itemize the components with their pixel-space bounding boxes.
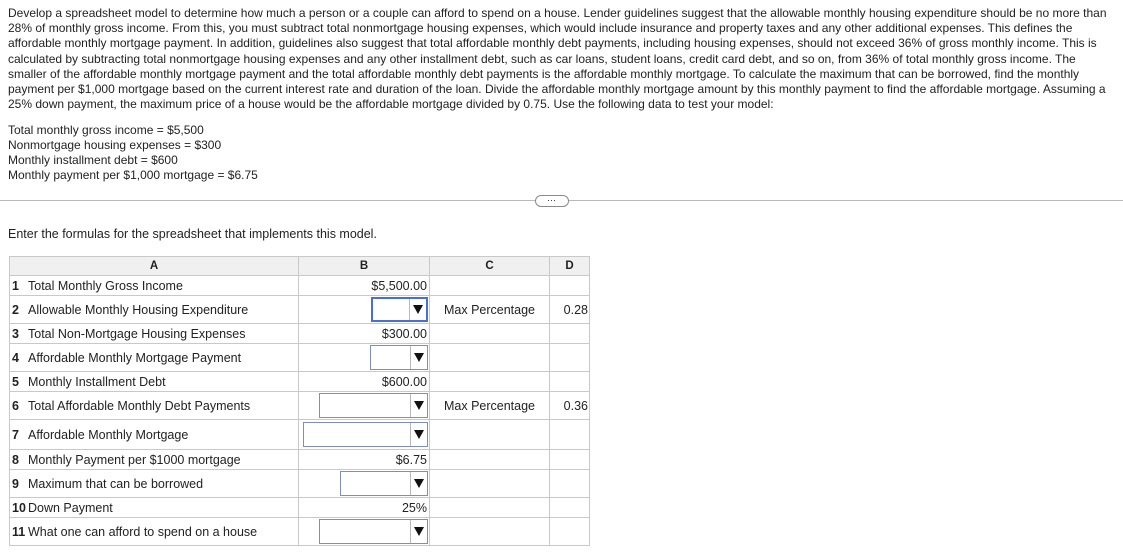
table-row bbox=[10, 276, 590, 296]
cell-c9 bbox=[430, 470, 550, 498]
row-number: 2 bbox=[12, 302, 19, 317]
formula-dropdown-b9[interactable] bbox=[340, 471, 428, 496]
column-header-b: B bbox=[299, 257, 430, 276]
formula-dropdown-b7[interactable] bbox=[303, 422, 428, 447]
cell-d10 bbox=[550, 498, 590, 518]
row-label: Total Affordable Monthly Debt Payments bbox=[28, 398, 251, 413]
row-label: Affordable Monthly Mortgage bbox=[28, 427, 189, 442]
cell-b1: $5,500.00 bbox=[299, 276, 430, 296]
expand-more-button[interactable]: ⋯ bbox=[535, 195, 569, 207]
row-label: Affordable Monthly Mortgage Payment bbox=[28, 350, 242, 365]
column-header-row bbox=[10, 257, 590, 276]
cell-a6 bbox=[10, 392, 299, 420]
cell-c7 bbox=[430, 420, 550, 450]
row-number: 1 bbox=[12, 278, 19, 293]
problem-statement: Develop a spreadsheet model to determine how much a person or a couple can afford to spend on a house. Lender guidelines suggest that the allowable monthly housing expenditure should be no more than 28% of monthly gross income. From this, you must subtract total nonmortgage housing expenses, which would include insurance and property taxes and any other additional expenses. This defines the affordable monthly mortgage payment. In addition, guidelines also suggest that total affordable monthly debt payments, including housing expenses, should not exceed 36% of gross monthly income. This is calculated by subtracting total nonmortgage housing expenses and any other installment debt, such as car loans, student loans, credit card debt, and so on, from 36% of total monthly gross income. The smaller of the affordable monthly mortgage payment and the total affordable monthly debt payments is the affordable monthly mortgage. To calculate the maximum that can be borrowed, find the monthly payment per $1,000 mortgage based on the current interest rate and duration of the loan. Divide the affordable monthly mortgage amount by this monthly payment to find the affordable mortgage. Assuming a 25% down payment, the maximum price of a house would be the affordable mortgage divided by 0.75. Use the following data to test your model: bbox=[8, 6, 1107, 112]
cell-b10: 25% bbox=[299, 498, 430, 518]
cell-d5 bbox=[550, 372, 590, 392]
cell-c10 bbox=[430, 498, 550, 518]
row-number: 3 bbox=[12, 326, 19, 341]
cell-b5: $600.00 bbox=[299, 372, 430, 392]
column-header-a: A bbox=[10, 257, 299, 276]
cell-a11 bbox=[10, 518, 299, 546]
table-row bbox=[10, 372, 590, 392]
chevron-down-icon bbox=[414, 353, 424, 362]
given-payment-per-1000: Monthly payment per $1,000 mortgage = $6.75 bbox=[8, 168, 258, 182]
row-number: 8 bbox=[12, 452, 19, 467]
cell-a2 bbox=[10, 296, 299, 324]
cell-c1 bbox=[430, 276, 550, 296]
cell-b3: $300.00 bbox=[299, 324, 430, 344]
row-label: Maximum that can be borrowed bbox=[28, 476, 204, 491]
chevron-down-icon bbox=[414, 479, 424, 488]
row-label: Allowable Monthly Housing Expenditure bbox=[28, 302, 249, 317]
table-row bbox=[10, 470, 590, 498]
formula-dropdown-b2[interactable] bbox=[371, 297, 428, 322]
row-number: 7 bbox=[12, 427, 19, 442]
table-row bbox=[10, 324, 590, 344]
chevron-down-icon bbox=[414, 401, 424, 410]
table-row bbox=[10, 518, 590, 546]
cell-c3 bbox=[430, 324, 550, 344]
cell-c5 bbox=[430, 372, 550, 392]
formula-dropdown-b6[interactable] bbox=[319, 393, 428, 418]
cell-d8 bbox=[550, 450, 590, 470]
chevron-down-icon bbox=[413, 305, 423, 314]
table-row bbox=[10, 498, 590, 518]
table-row bbox=[10, 344, 590, 372]
row-label: Total Non-Mortgage Housing Expenses bbox=[28, 326, 246, 341]
cell-d9 bbox=[550, 470, 590, 498]
table-row bbox=[10, 450, 590, 470]
cell-c6: Max Percentage bbox=[430, 392, 550, 420]
cell-a8 bbox=[10, 450, 299, 470]
row-label: Down Payment bbox=[28, 500, 113, 515]
cell-d4 bbox=[550, 344, 590, 372]
cell-b11 bbox=[299, 518, 430, 546]
cell-a9 bbox=[10, 470, 299, 498]
formula-dropdown-b11[interactable] bbox=[319, 519, 428, 544]
cell-c2: Max Percentage bbox=[430, 296, 550, 324]
row-label: What one can afford to spend on a house bbox=[28, 524, 258, 539]
table-row bbox=[10, 420, 590, 450]
cell-b8: $6.75 bbox=[299, 450, 430, 470]
row-label: Monthly Payment per $1000 mortgage bbox=[28, 452, 241, 467]
cell-d3 bbox=[550, 324, 590, 344]
cell-d7 bbox=[550, 420, 590, 450]
table-row bbox=[10, 296, 590, 324]
cell-c8 bbox=[430, 450, 550, 470]
row-label: Total Monthly Gross Income bbox=[28, 278, 183, 293]
row-number: 4 bbox=[12, 350, 19, 365]
row-number: 11 bbox=[12, 524, 26, 539]
cell-b4 bbox=[299, 344, 430, 372]
cell-b7 bbox=[299, 420, 430, 450]
cell-a7 bbox=[10, 420, 299, 450]
formula-dropdown-b4[interactable] bbox=[370, 345, 428, 370]
row-number: 9 bbox=[12, 476, 19, 491]
column-header-c: C bbox=[430, 257, 550, 276]
instruction-text: Enter the formulas for the spreadsheet that implements this model. bbox=[8, 227, 377, 241]
row-number: 6 bbox=[12, 398, 19, 413]
column-header-d: D bbox=[550, 257, 590, 276]
chevron-down-icon bbox=[414, 430, 424, 439]
cell-d2: 0.28 bbox=[550, 296, 590, 324]
cell-a5 bbox=[10, 372, 299, 392]
row-label: Monthly Installment Debt bbox=[28, 374, 166, 389]
row-number: 5 bbox=[12, 374, 19, 389]
cell-b6 bbox=[299, 392, 430, 420]
chevron-down-icon bbox=[414, 527, 424, 536]
spreadsheet-table bbox=[9, 256, 590, 546]
cell-a1 bbox=[10, 276, 299, 296]
cell-b9 bbox=[299, 470, 430, 498]
given-gross-income: Total monthly gross income = $5,500 bbox=[8, 123, 204, 137]
cell-c11 bbox=[430, 518, 550, 546]
cell-d6: 0.36 bbox=[550, 392, 590, 420]
given-installment-debt: Monthly installment debt = $600 bbox=[8, 153, 178, 167]
cell-b2 bbox=[299, 296, 430, 324]
row-number: 10 bbox=[12, 500, 26, 515]
cell-c4 bbox=[430, 344, 550, 372]
given-data bbox=[8, 123, 258, 183]
cell-d1 bbox=[550, 276, 590, 296]
given-nonmortgage-expenses: Nonmortgage housing expenses = $300 bbox=[8, 138, 222, 152]
cell-d11 bbox=[550, 518, 590, 546]
cell-a10 bbox=[10, 498, 299, 518]
cell-a3 bbox=[10, 324, 299, 344]
cell-a4 bbox=[10, 344, 299, 372]
table-row bbox=[10, 392, 590, 420]
